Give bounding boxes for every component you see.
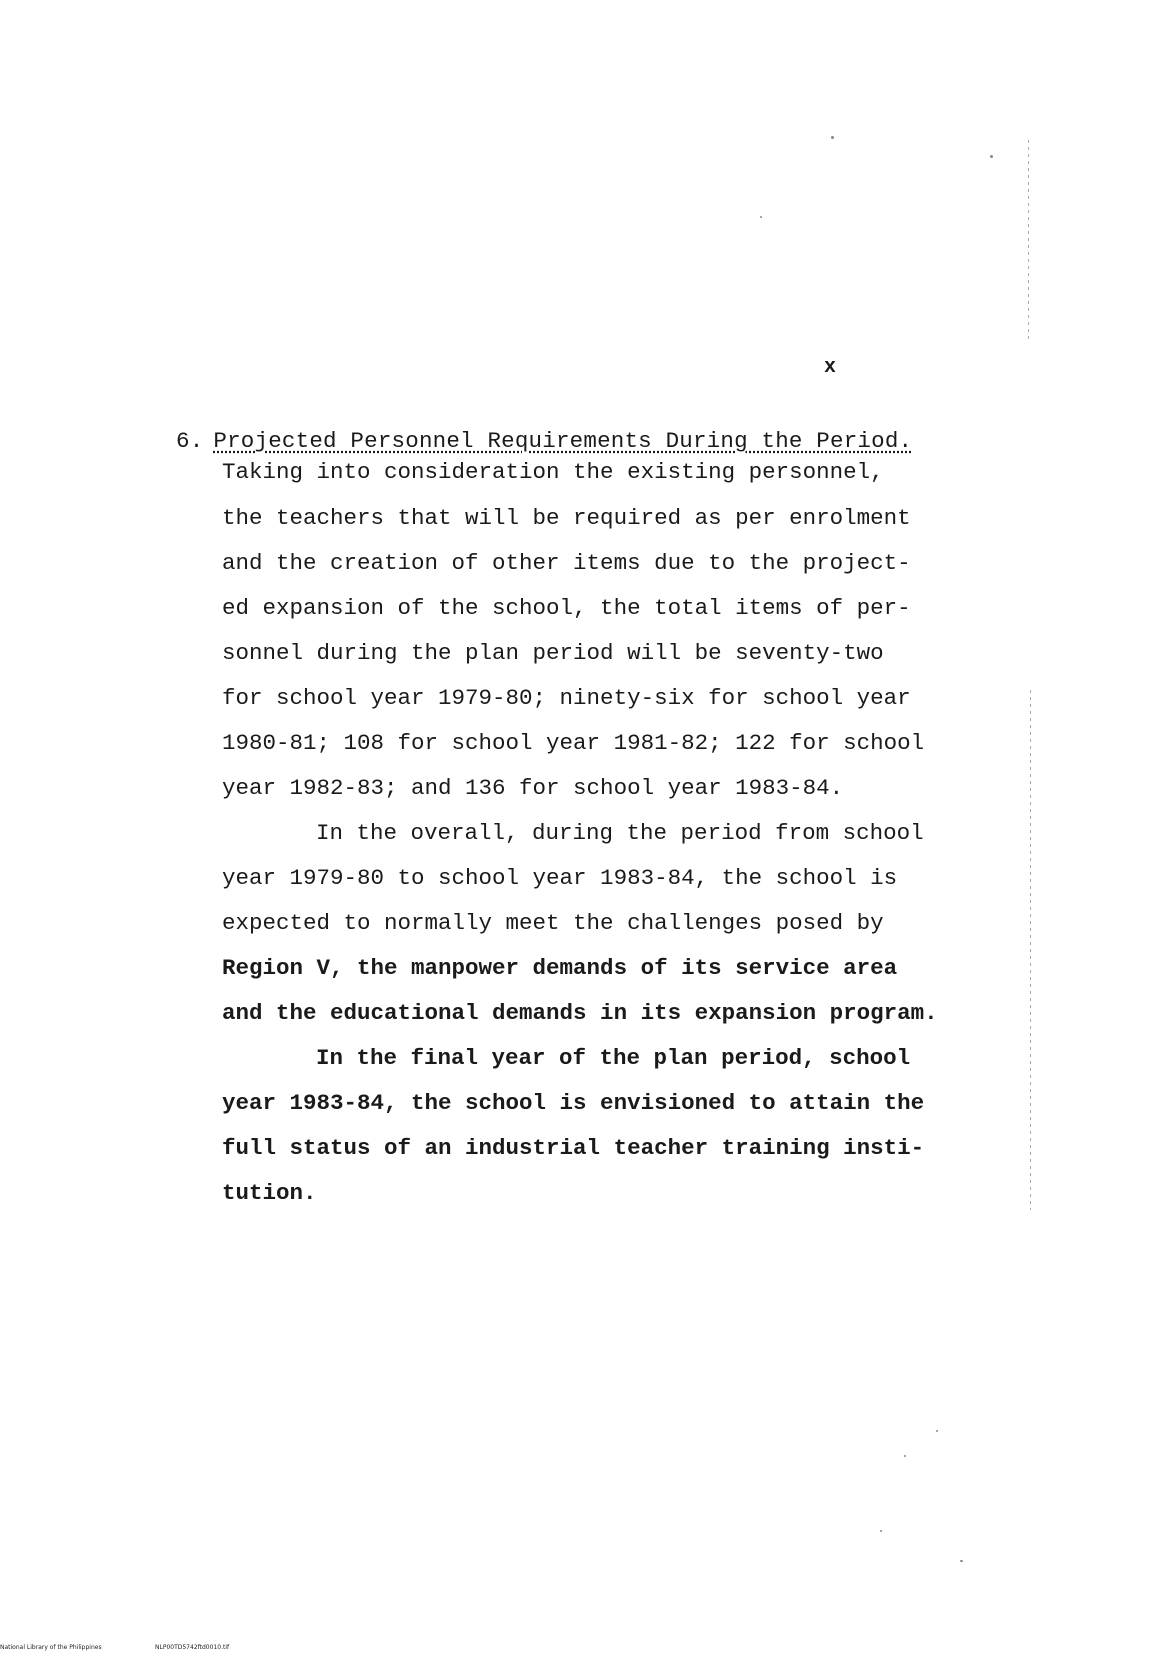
- page-number: x: [824, 356, 837, 379]
- scan-speck: [936, 1430, 938, 1432]
- text-line: tution.: [222, 1180, 317, 1206]
- text-line: year 1982-83; and 136 for school year 1983-84.: [222, 775, 844, 801]
- footer-file-id: NLP00TD5742ftd0010.tif: [155, 1644, 230, 1651]
- text-line: the teachers that will be required as per enrolment: [222, 505, 911, 531]
- text-line: expected to normally meet the challenges posed by: [222, 910, 884, 936]
- text-line: In the final year of the plan period, school: [316, 1045, 911, 1071]
- scan-speck: [960, 1560, 963, 1562]
- text-line: Region V, the manpower demands of its service area: [222, 955, 898, 981]
- scan-speck: [880, 1530, 882, 1532]
- footer-library: National Library of the Philippines: [0, 1644, 102, 1651]
- text-line: and the educational demands in its expansion program.: [222, 1000, 938, 1026]
- scan-speck: [760, 216, 762, 218]
- scan-artifact: [1030, 690, 1031, 1210]
- section-number: 6.: [176, 428, 204, 454]
- text-line: year 1979-80 to school year 1983-84, the school is: [222, 865, 898, 891]
- section-heading: [176, 428, 912, 454]
- text-line: full status of an industrial teacher training insti-: [222, 1135, 925, 1161]
- text-line: In the overall, during the period from school: [316, 820, 924, 846]
- section-title: Projected Personnel Requirements During the Period.: [213, 428, 913, 454]
- text-line: for school year 1979-80; ninety-six for school year: [222, 685, 911, 711]
- text-line: year 1983-84, the school is envisioned to attain the: [222, 1090, 925, 1116]
- text-line: ed expansion of the school, the total items of per-: [222, 595, 911, 621]
- text-line: 1980-81; 108 for school year 1981-82; 122 for school: [222, 730, 925, 756]
- scan-artifact: [1028, 140, 1029, 340]
- text-line: and the creation of other items due to the project-: [222, 550, 911, 576]
- text-line: Taking into consideration the existing personnel,: [222, 459, 884, 485]
- text-line: sonnel during the plan period will be seventy-two: [222, 640, 884, 666]
- scan-speck: [831, 136, 834, 139]
- scan-speck: [904, 1455, 906, 1457]
- scan-speck: [990, 155, 993, 158]
